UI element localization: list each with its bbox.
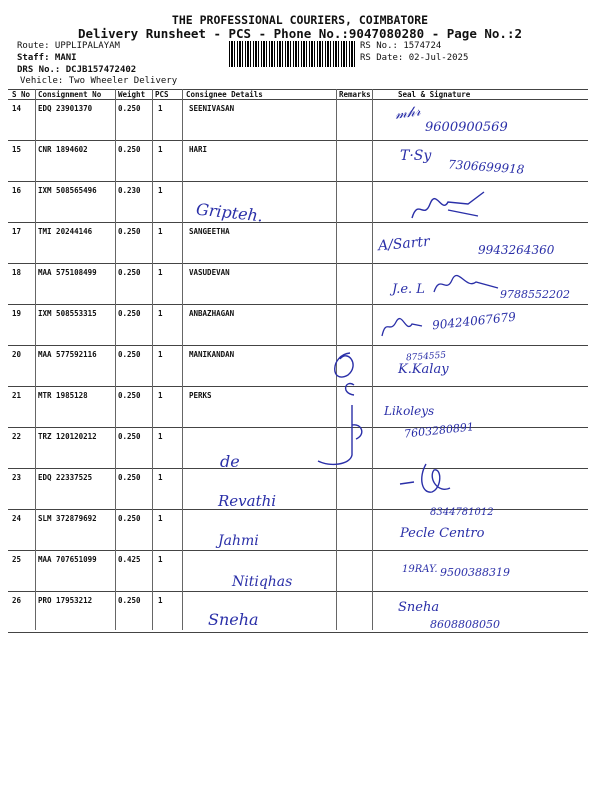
hw-phone-25: 9500388319 (440, 566, 510, 579)
row-20-cons: MAA 577592116 (38, 350, 97, 359)
row-17-weight: 0.250 (118, 227, 141, 236)
runsheet-subtitle: Delivery Runsheet - PCS - Phone No.:9047080280 - Page No.:2 (77, 26, 522, 41)
row-22-sno: 22 (12, 432, 22, 441)
hw-name-25: Nitiqhas (232, 574, 293, 590)
row-14-weight: 0.250 (118, 104, 141, 113)
row-25-pcs: 1 (158, 555, 163, 564)
rs-number: RS No.: 1574724 (360, 41, 442, 51)
row-14-consignee: SEENIVASAN (189, 104, 235, 113)
row-23-weight: 0.250 (118, 473, 141, 482)
row-19-consignee: ANBAZHAGAN (189, 309, 235, 318)
row-26-sno: 26 (12, 596, 22, 605)
col-signature: Seal & Signature (398, 90, 471, 99)
row-15-consignee: HARI (189, 145, 208, 154)
row-24-pcs: 1 (158, 514, 163, 523)
hw-phone-22: 7603280891 (403, 420, 475, 441)
row-23-cons: EDQ 22337525 (38, 473, 93, 482)
signature-15: T·Sy (400, 148, 432, 164)
signature-14: 𝓂𝒽𝓇 (394, 103, 422, 123)
hw-name-24: Jahmi (218, 533, 259, 549)
col-weight: Weight (118, 90, 146, 99)
company-title: THE PROFESSIONAL COURIERS, COIMBATORE (171, 13, 429, 27)
hw-sig-26: Sneha (398, 600, 440, 615)
hw-phone-18: 9788552202 (500, 288, 570, 301)
row-26-pcs: 1 (158, 596, 163, 605)
staff-label: Staff: MANI (17, 53, 77, 63)
row-16-sno: 16 (12, 186, 22, 195)
col-consignment: Consignment No (38, 90, 102, 99)
row-22-cons: TRZ 120120212 (38, 432, 97, 441)
row-25-cons: MAA 707651099 (38, 555, 97, 564)
route-label: Route: UPPLIPALAYAM (17, 41, 120, 51)
row-25-sno: 25 (12, 555, 22, 564)
row-18-weight: 0.250 (118, 268, 141, 277)
row-21-weight: 0.250 (118, 391, 141, 400)
row-18-cons: MAA 575108499 (38, 268, 97, 277)
hw-phone-17: 9943264360 (478, 243, 555, 257)
col-remarks: Remarks (339, 90, 371, 99)
hw-name-17: A/Sartr (377, 233, 431, 255)
row-19-cons: IXM 508553315 (38, 309, 97, 318)
row-14-cons: EDQ 23901370 (38, 104, 93, 113)
row-26-cons: PRO 17953212 (38, 596, 93, 605)
signature-18: J.e. L (392, 282, 425, 297)
row-15-sno: 15 (12, 145, 22, 154)
row-26-weight: 0.250 (118, 596, 141, 605)
hw-name-22: de (220, 452, 240, 471)
row-23-pcs: 1 (158, 473, 163, 482)
rs-date: RS Date: 02-Jul-2025 (360, 53, 469, 63)
row-15-pcs: 1 (158, 145, 163, 154)
row-20-consignee: MANIKANDAN (189, 350, 235, 359)
row-20-sno: 20 (12, 350, 22, 359)
hw-sig-20: K.Kalay (398, 362, 449, 377)
row-19-weight: 0.250 (118, 309, 141, 318)
col-sno: S No (12, 90, 31, 99)
hw-sig-21: Likoleys (384, 404, 435, 418)
row-18-sno: 18 (12, 268, 22, 277)
hw-name-23: Revathi (218, 492, 277, 510)
row-21-consignee: PERKS (189, 391, 212, 400)
row-17-cons: TMI 20244146 (38, 227, 93, 236)
hw-sig-24: Pecle Centro (400, 526, 485, 541)
hw-name-26: Sneha (208, 610, 259, 629)
col-consignee: Consignee Details (186, 90, 263, 99)
row-22-weight: 0.250 (118, 432, 141, 441)
row-19-pcs: 1 (158, 309, 163, 318)
hw-phone-24: 8344781012 (430, 507, 494, 518)
row-20-weight: 0.250 (118, 350, 141, 359)
hw-phone-14: 9600900569 (425, 120, 508, 135)
signature-19 (378, 314, 426, 340)
row-19-sno: 19 (12, 309, 22, 318)
hw-sig-25: 19RAY. (402, 564, 438, 575)
row-21-sno: 21 (12, 391, 22, 400)
row-18-pcs: 1 (158, 268, 163, 277)
row-15-cons: CNR 1894602 (38, 145, 88, 154)
row-20-pcs: 1 (158, 350, 163, 359)
row-24-weight: 0.250 (118, 514, 141, 523)
col-pcs: PCS (155, 90, 169, 99)
hw-phone-26: 8608808050 (430, 618, 500, 631)
signature-16 (408, 190, 488, 226)
consignee-scribble (310, 345, 370, 475)
barcode (229, 41, 355, 67)
hw-phone-15: 7306699918 (447, 157, 525, 177)
row-17-sno: 17 (12, 227, 22, 236)
row-16-cons: IXM 508565496 (38, 186, 97, 195)
signature-18-stroke (432, 272, 502, 298)
row-21-cons: MTR 1985128 (38, 391, 88, 400)
row-14-pcs: 1 (158, 104, 163, 113)
row-17-pcs: 1 (158, 227, 163, 236)
row-22-pcs: 1 (158, 432, 163, 441)
row-18-consignee: VASUDEVAN (189, 268, 230, 277)
row-15-weight: 0.250 (118, 145, 141, 154)
row-21-pcs: 1 (158, 391, 163, 400)
row-17-consignee: SANGEETHA (189, 227, 230, 236)
hw-phone-20: 8754555 (405, 350, 447, 364)
signature-23 (398, 458, 458, 498)
row-14-sno: 14 (12, 104, 22, 113)
vehicle-label: Vehicle: Two Wheeler Delivery (20, 76, 178, 86)
row-16-weight: 0.230 (118, 186, 141, 195)
row-24-cons: SLM 372879692 (38, 514, 97, 523)
hw-phone-19: 90424067679 (431, 309, 517, 333)
row-23-sno: 23 (12, 473, 22, 482)
row-25-weight: 0.425 (118, 555, 141, 564)
row-24-sno: 24 (12, 514, 22, 523)
row-16-pcs: 1 (158, 186, 163, 195)
hw-name-16: Gripteh. (195, 199, 264, 226)
drs-number: DRS No.: DCJB157472402 (17, 65, 137, 75)
